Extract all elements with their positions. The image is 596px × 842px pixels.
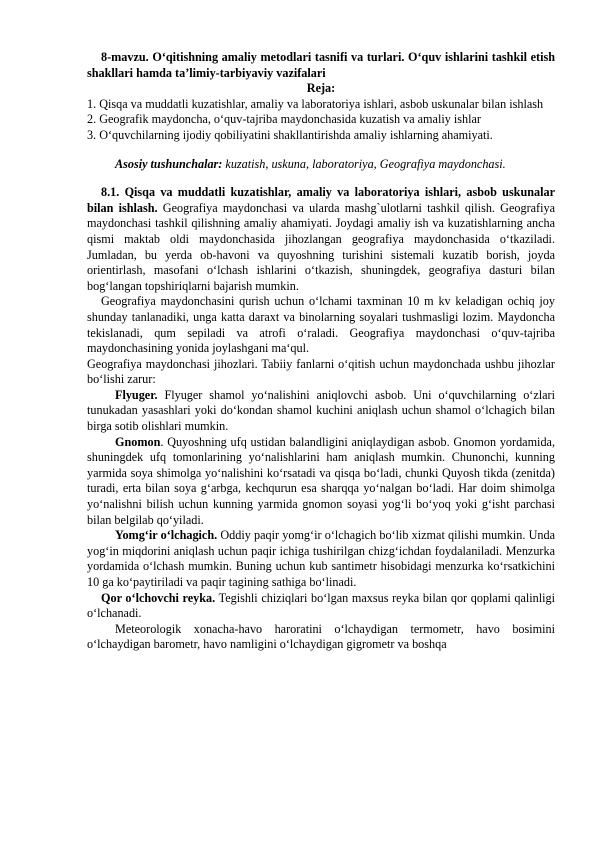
section-1-heading: 8.1. Qisqa va muddatli kuzatishlar, amaliy va laboratoriya ishlari, asbob uskunalar bilan ishlash. [87,185,555,215]
paragraph-site-selection: Geografiya maydonchasini qurish uchun o‘lchami taxminan 10 m kv keladigan ochiq joy shunday tanlanadiki, unga katta daraxt va binolarning soyalari tushmasligi lozim. Maydoncha tekislanadi, qum sepiladi va atrofi o‘raladi. Geografiya maydonchasi o‘quv-tajriba maydonchasining yonida joylashgani ma‘qul. [87,294,555,356]
keywords-paragraph [87,157,555,173]
instrument-gnomon [87,435,555,529]
instrument-name: Gnomon [115,434,161,449]
section-1-paragraph [87,185,555,294]
instrument-rain-gauge [87,528,555,590]
instrument-description: . Quyoshning ufq ustidan balandligini aniqlaydigan asbob. Gnomon yordamida, shuningdek ufq tomonlarining yo‘nalishlarini ham aniqlash mumkin. Chunonchi, kunning yarmida soya shimolga yo‘nalishini ko‘rsatadi va qisqa bo‘ladi, chunki Quyosh tikda (zenitda) turadi, erta bilan soya g‘arbga, kechqurun esa sharqqa yo‘nalgan bo‘ladi. Har doim shimolga yo‘nalishni bilish uchun kunning yarmida gnomon soyasi yog‘li bo‘yoq yoki g‘isht parchasi bilan belgilab qo‘yiladi. [87,434,555,527]
keywords-text: kuzatish, uskuna, laboratoriya, Geografiya maydonchasi. [222,156,506,171]
topic-title: 8-mavzu. O‘qitishning amaliy metodlari tasnifi va turlari. O‘quv ishlarini tashkil etish shakllari hamda ta’limiy-tarbiyaviy vazifalari [87,50,555,80]
instrument-name: Flyuger. [115,387,158,402]
plan-item-2: 2. Geografik maydoncha, o‘quv-tajriba maydonchasida kuzatish va amaliy ishlar [87,112,481,127]
plan-item-1: 1. Qisqa va muddatli kuzatishlar, amaliy va laboratoriya ishlari, asbob uskunalar bilan ishlash [87,96,544,111]
plan-item-3: 3. O‘quvchilarning ijodiy qobiliyatini shakllantirishda amaliy ishlarning ahamiyati. [87,127,493,142]
document-page [87,50,555,653]
instrument-flyuger [87,388,555,435]
plan-heading: Reja: [306,81,336,96]
section-1-text: Geografiya maydonchasi va ularda mashg`ulotlarni tashkil qilish. Geografiya maydonchasi tashkil qilishning amaliy ahamiyati. Joydagi amaliy ish va kuzatishlarning ancha qismi maktab oldi maydonchasida jihozlangan geografiya maydonchasida o‘tkaziladi. Jumladan, bu yerda ob-havoni va quyoshning turishini sistemali kuzatib borish, joyda orientirlash, masofani o‘lchash ishlarini o‘tkazish, shuningdek, geografiya dasturi bilan bog‘langan topshiriqlarni bajarish mumkin. [87,200,555,293]
instrument-snow-rod [87,591,555,622]
instrument-name: Yomg‘ir o‘lchagich. [115,528,218,543]
paragraph-equipment-intro: Geografiya maydonchasi jihozlari. Tabiiy fanlarni o‘qitish uchun maydonchada ushbu jihozlar bo‘lishi zarur: [87,356,555,387]
instrument-description: Flyuger shamol yo‘nalishini aniqlovchi asbob. Uni o‘quvchilarning o‘zlari tunukadan yasashlari yoki do‘kondan shamol kuchini aniqlash uchun shamol o‘lchagich bilan birga sotib olishlari mumkin. [87,387,555,434]
instrument-description: Oddiy paqir yomg‘ir o‘lchagich bo‘lib xizmat qilishi mumkin. Unda yog‘in miqdorini aniqlash uchun paqir ichiga tushirilgan chizg‘ichdan foydalaniladi. Menzurka yordamida o‘lchash mumkin. Buning uchun kub santimetr hisobidagi menzurka ko‘rsatkichini 10 ga ko‘paytiriladi va paqir tagining sathiga bo‘linadi. [87,528,555,589]
instrument-description: Tegishli chiziqlari bo‘lgan maxsus reyka bilan qor qoplami qalinligi o‘lchanadi. [87,590,555,621]
paragraph-meteo-booth: Meteorologik xonacha-havo haroratini o‘lchaydigan termometr, havo bosimini o‘lchaydigan barometr, havo namligini o‘lchaydigan gigrometr va boshqa [87,621,555,652]
instrument-name: Qor o‘lchovchi reyka. [101,590,216,605]
keywords-label: Asosiy tushunchalar: [115,156,223,171]
